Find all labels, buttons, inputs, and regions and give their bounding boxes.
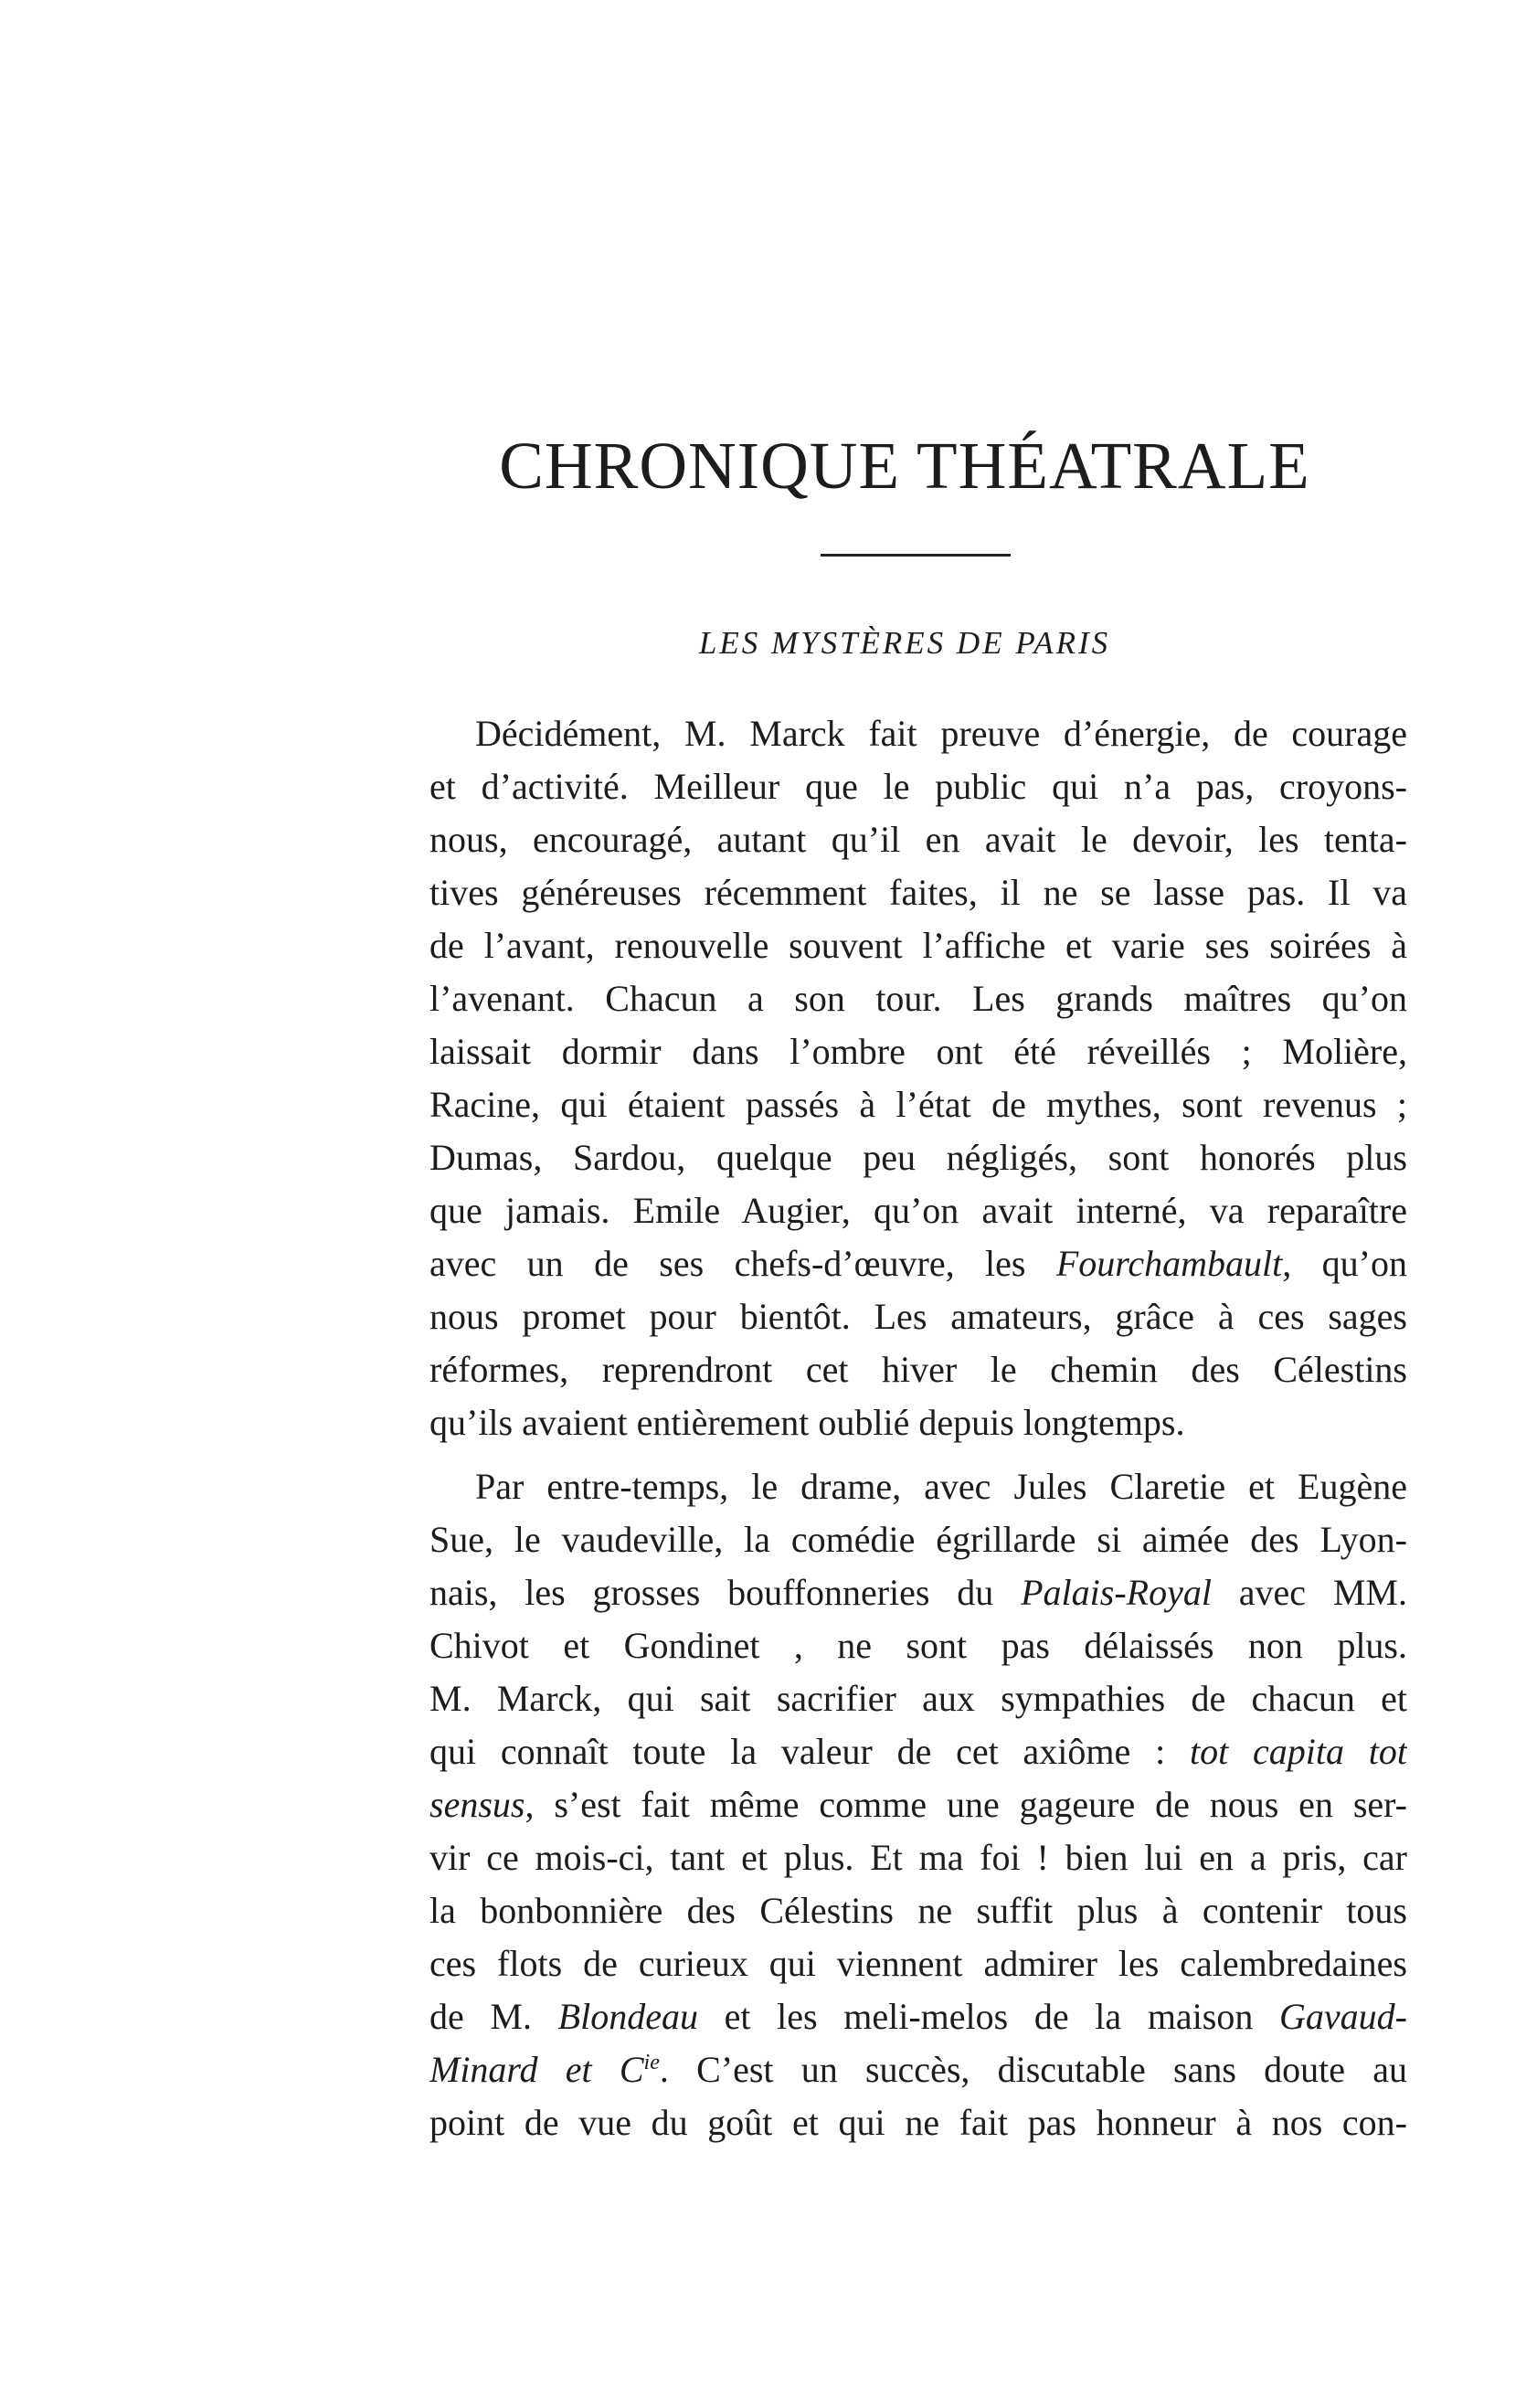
title-divider bbox=[821, 554, 1011, 557]
text-line: l’avenant. Chacun a son tour. Les grands maîtres qu’on bbox=[429, 978, 1407, 1019]
text-line: qu’ils avaient entièrement oublié depuis longtemps. bbox=[429, 1402, 1185, 1443]
text-line: Dumas, Sardou, quelque peu négligés, sont honorés plus bbox=[429, 1137, 1407, 1178]
text-line: de l’avant, renouvelle souvent l’affiche et varie ses soirées à bbox=[429, 925, 1407, 966]
text-line: Par entre-temps, le drame, avec Jules Claretie et Eugène bbox=[475, 1466, 1407, 1507]
text-run: , qu’on bbox=[1282, 1243, 1407, 1284]
text-line: Chivot et Gondinet , ne sont pas délaissés non plus. bbox=[429, 1625, 1407, 1666]
text-line: la bonbonnière des Célestins ne suffit plus à contenir tous bbox=[429, 1890, 1407, 1931]
italic-title: Fourchambault bbox=[1055, 1243, 1283, 1284]
text-run: Minard et C bbox=[429, 2049, 644, 2090]
text-line bbox=[429, 1990, 1407, 2043]
text-run: qui connaît toute la valeur de cet axiôme : bbox=[429, 1731, 1190, 1772]
text-line: nous, encouragé, autant qu’il en avait le devoir, les tenta- bbox=[429, 819, 1407, 860]
article-body bbox=[429, 707, 1407, 2149]
text-line: Décidément, M. Marck fait preuve d’énergie, de courage bbox=[475, 713, 1407, 754]
superscript: ie bbox=[643, 2051, 660, 2074]
paragraph-break bbox=[429, 1449, 1407, 1460]
text-line: Sue, le vaudeville, la comédie égrillarde si aimée des Lyon- bbox=[429, 1519, 1407, 1560]
text-line bbox=[429, 1778, 1407, 1831]
text-run: avec MM. bbox=[1211, 1572, 1407, 1613]
italic-title: Palais-Royal bbox=[1021, 1572, 1212, 1613]
italic-quote: tot capita tot bbox=[1189, 1731, 1407, 1772]
text-line: Racine, qui étaient passés à l’état de mythes, sont revenus ; bbox=[429, 1084, 1407, 1125]
text-line: tives généreuses récemment faites, il ne se lasse pas. Il va bbox=[429, 872, 1407, 913]
text-line: point de vue du goût et qui ne fait pas honneur à nos con- bbox=[429, 2102, 1407, 2143]
text-line bbox=[429, 1566, 1407, 1619]
italic-name bbox=[429, 2049, 660, 2090]
text-line: laissait dormir dans l’ombre ont été réveillés ; Molière, bbox=[429, 1031, 1407, 1072]
text-line: et d’activité. Meilleur que le public qui n’a pas, croyons- bbox=[429, 766, 1407, 807]
text-line: M. Marck, qui sait sacrifier aux sympathies de chacun et bbox=[429, 1678, 1407, 1719]
text-run: avec un de ses chefs-d’œuvre, les bbox=[429, 1243, 1056, 1284]
text-line: nous promet pour bientôt. Les amateurs, grâce à ces sages bbox=[429, 1296, 1407, 1337]
page-title: CHRONIQUE THÉATRALE bbox=[499, 429, 1310, 503]
text-line: ces flots de curieux qui viennent admirer les calembredaines bbox=[429, 1943, 1407, 1984]
text-run: et les meli-melos de la maison bbox=[697, 1996, 1280, 2037]
text-run: , s’est fait même comme une gageure de nous en ser- bbox=[525, 1784, 1407, 1825]
italic-name: Gavaud- bbox=[1279, 1996, 1407, 2037]
text-run: de M. bbox=[429, 1996, 558, 2037]
text-line: que jamais. Emile Augier, qu’on avait interné, va reparaître bbox=[429, 1190, 1407, 1231]
text-line bbox=[429, 2043, 1407, 2096]
text-line: vir ce mois-ci, tant et plus. Et ma foi ! bien lui en a pris, car bbox=[429, 1837, 1407, 1878]
text-line bbox=[429, 1237, 1407, 1290]
text-line: réformes, reprendront cet hiver le chemin des Célestins bbox=[429, 1349, 1407, 1390]
italic-name: Blondeau bbox=[557, 1996, 698, 2037]
text-line bbox=[429, 1725, 1407, 1778]
italic-quote: sensus bbox=[429, 1784, 525, 1825]
section-subtitle: LES MYSTÈRES DE PARIS bbox=[698, 625, 1111, 661]
text-run: nais, les grosses bouffonneries du bbox=[429, 1572, 1022, 1613]
text-run: . C’est un succès, discutable sans doute au bbox=[659, 2049, 1407, 2090]
